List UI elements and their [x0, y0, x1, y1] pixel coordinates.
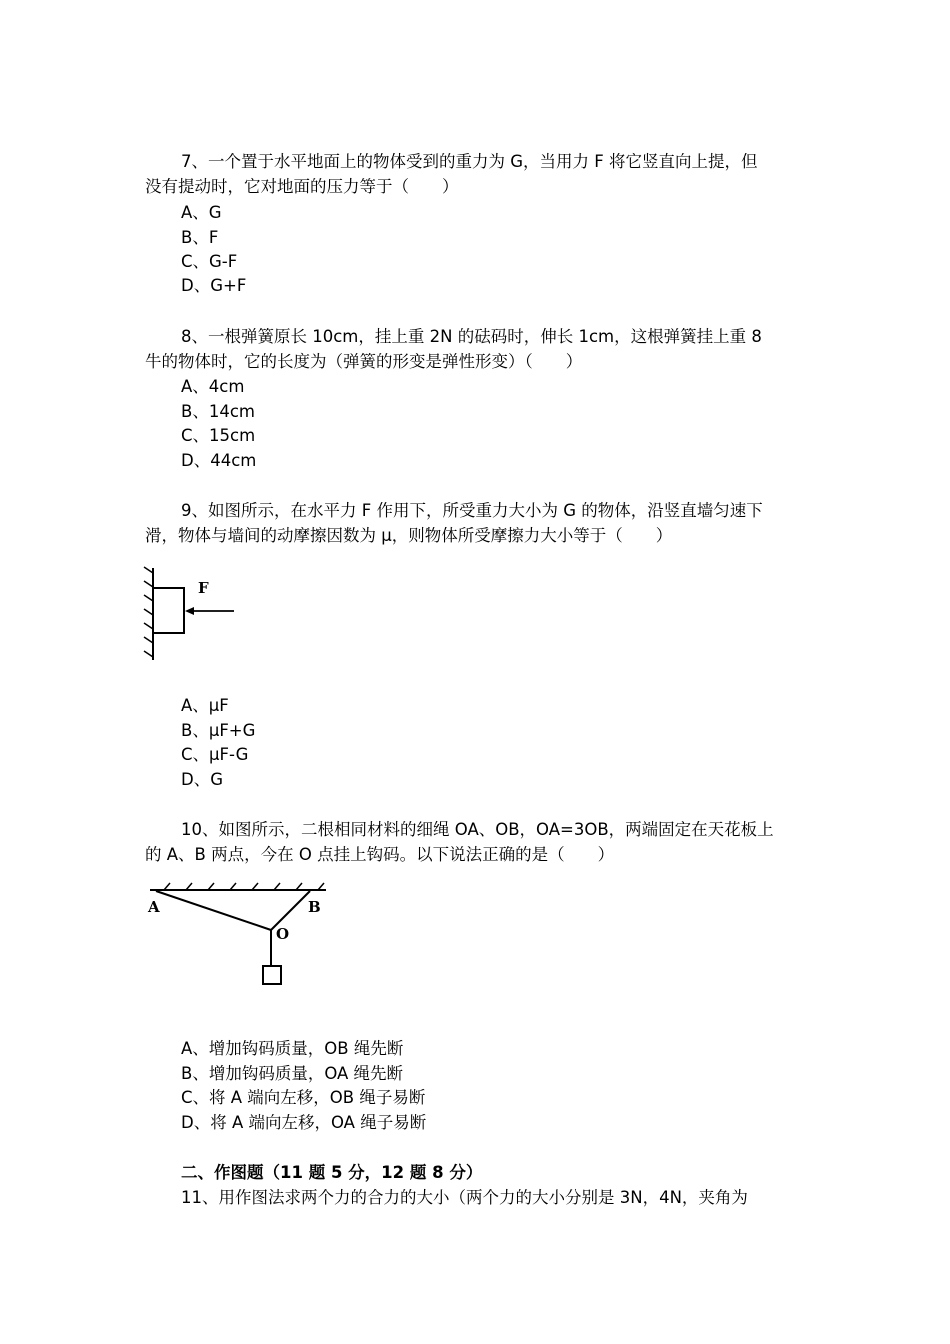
q8-option-b: B、14cm [181, 402, 255, 421]
q8-option-d: D、44cm [181, 451, 257, 470]
q8-line-2: 牛的物体时，它的长度为（弹簧的形变是弹性形变）（ ） [145, 352, 583, 371]
q10-option-d: D、将 A 端向左移，OA 绳子易断 [181, 1113, 427, 1132]
q8-option-c: C、15cm [181, 426, 256, 445]
section-2-title: 二、作图题（11 题 5 分，12 题 8 分） [181, 1163, 483, 1182]
q10-label-o: O [276, 925, 290, 943]
q10-option-b: B、增加钩码质量，OA 绳先断 [181, 1064, 404, 1083]
q7-option-b: B、F [181, 228, 219, 247]
q7-line-2: 没有提动时，它对地面的压力等于（ ） [145, 177, 459, 196]
q9-option-b: B、μF+G [181, 721, 256, 740]
q10-label-b: B [308, 898, 321, 916]
q9-option-a: A、μF [181, 696, 229, 715]
q9-line-1: 9、如图所示，在水平力 F 作用下，所受重力大小为 G 的物体，沿竖直墙匀速下 [181, 501, 763, 520]
q11-line-1: 11、用作图法求两个力的合力的大小（两个力的大小分别是 3N，4N，夹角为 [181, 1188, 748, 1207]
q10-option-c: C、将 A 端向左移，OB 绳子易断 [181, 1088, 426, 1107]
q7-option-a: A、G [181, 203, 222, 222]
q9-line-2: 滑，物体与墙间的动摩擦因数为 μ，则物体所受摩擦力大小等于（ ） [145, 526, 673, 545]
q10-ceiling-rope-figure [140, 880, 340, 992]
q7-line-1: 7、一个置于水平地面上的物体受到的重力为 G，当用力 F 将它竖直向上提，但 [181, 152, 758, 171]
q9-block [153, 588, 184, 633]
q7-option-d: D、G+F [181, 276, 247, 295]
q9-option-d: D、G [181, 770, 223, 789]
q9-force-label: F [198, 579, 209, 597]
q8-line-1: 8、一根弹簧原长 10cm，挂上重 2N 的砝码时，伸长 1cm，这根弹簧挂上重 8 [181, 327, 762, 346]
q10-line-1: 10、如图所示，二根相同材料的细绳 OA、OB，OA=3OB，两端固定在天花板上 [181, 820, 774, 839]
q10-rope-oa [156, 891, 271, 930]
q10-label-a: A [148, 898, 160, 916]
q9-wall-block-figure [140, 565, 240, 665]
q8-option-a: A、4cm [181, 377, 245, 396]
q7-option-c: C、G-F [181, 252, 238, 271]
q9-option-c: C、μF-G [181, 745, 249, 764]
q10-line-2: 的 A、B 两点，今在 O 点挂上钩码。以下说法正确的是（ ） [145, 845, 615, 864]
q10-hook-weight [263, 966, 281, 984]
q10-option-a: A、增加钩码质量，OB 绳先断 [181, 1039, 404, 1058]
